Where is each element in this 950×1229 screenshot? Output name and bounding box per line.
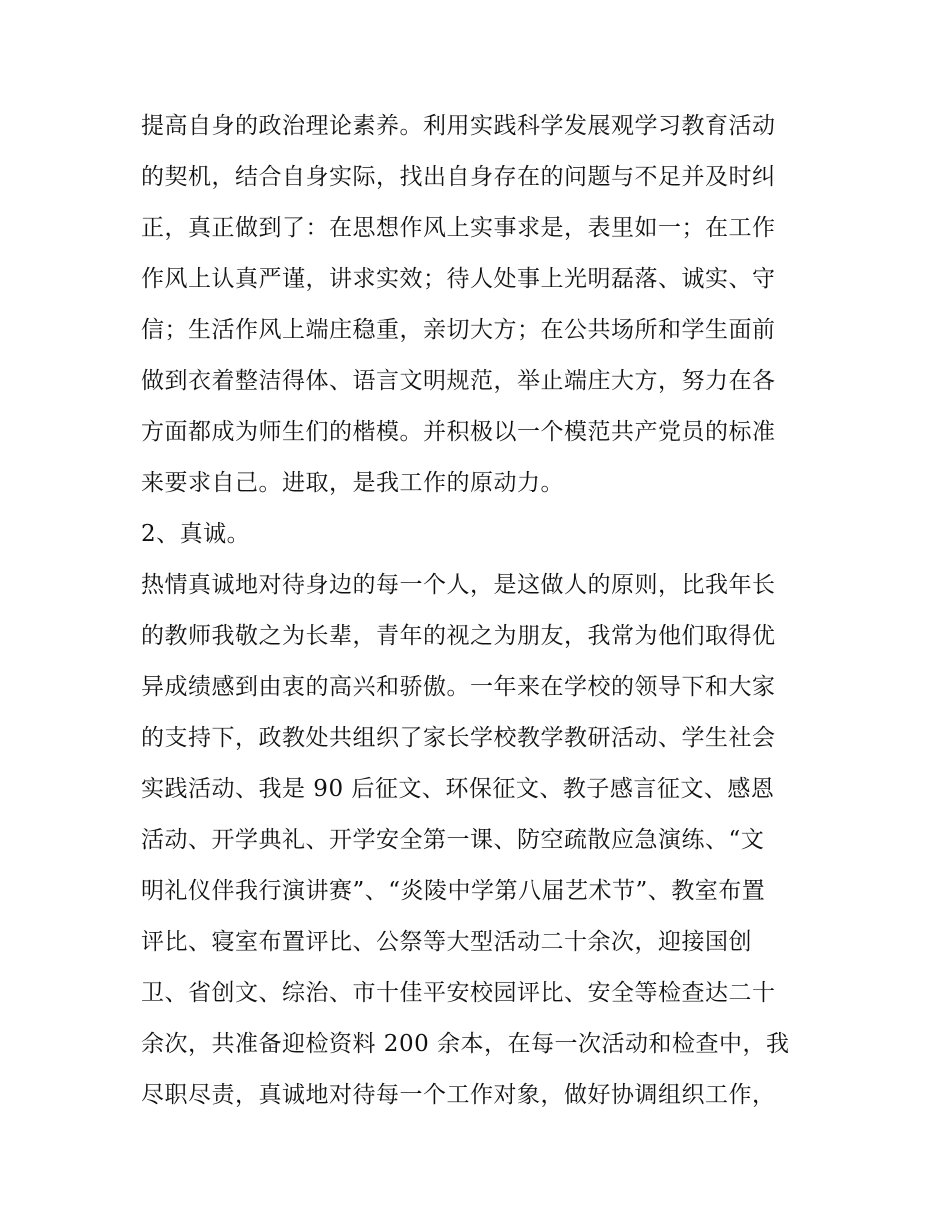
text-line: 正，真正做到了：在思想作风上实事求是，表里如一；在工作: [141, 215, 776, 241]
text-line: 异成绩感到由衷的高兴和骄傲。一年来在学校的领导下和大家: [141, 674, 776, 700]
text-line: 热情真诚地对待身边的每一个人，是这做人的原则，比我年长: [141, 572, 776, 598]
text-line: 提高自身的政治理论素养。利用实践科学发展观学习教育活动: [141, 113, 776, 139]
text-line: 评比、寝室布置评比、公祭等大型活动二十余次，迎接国创: [141, 929, 752, 955]
text-line: 来要求自己。进取，是我工作的原动力。: [141, 470, 564, 496]
document-body: [141, 101, 811, 1121]
text-line: 实践活动、我是 90 后征文、环保征文、教子感言征文、感恩: [141, 776, 775, 802]
text-line: 信；生活作风上端庄稳重，亲切大方；在公共场所和学生面前: [141, 317, 776, 343]
text-line: 方面都成为师生们的楷模。并积极以一个模范共产党员的标准: [141, 419, 776, 445]
text-line: 作风上认真严谨，讲求实效；待人处事上光明磊落、诚实、守: [141, 266, 776, 292]
text-line: 卫、省创文、综治、市十佳平安校园评比、安全等检查达二十: [141, 980, 776, 1006]
text-line: 的支持下，政教处共组织了家长学校教学教研活动、学生社会: [141, 725, 776, 751]
text-line: 的契机，结合自身实际，找出自身存在的问题与不足并及时纠: [141, 164, 776, 190]
text-line: 活动、开学典礼、开学安全第一课、防空疏散应急演练、“文: [141, 827, 765, 853]
text-line: 尽职尽责，真诚地对待每一个工作对象，做好协调组织工作，: [141, 1082, 776, 1108]
text-line: 的教师我敬之为长辈，青年的视之为朋友，我常为他们取得优: [141, 623, 776, 649]
text-line: 余次，共准备迎检资料 200 余本，在每一次活动和检查中，我: [141, 1031, 790, 1057]
section-heading: 2、真诚。: [141, 521, 251, 547]
text-line: 明礼仪伴我行演讲赛”、“炎陵中学第八届艺术节”、教室布置: [141, 878, 766, 904]
text-line: 做到衣着整洁得体、语言文明规范，举止端庄大方，努力在各: [141, 368, 776, 394]
